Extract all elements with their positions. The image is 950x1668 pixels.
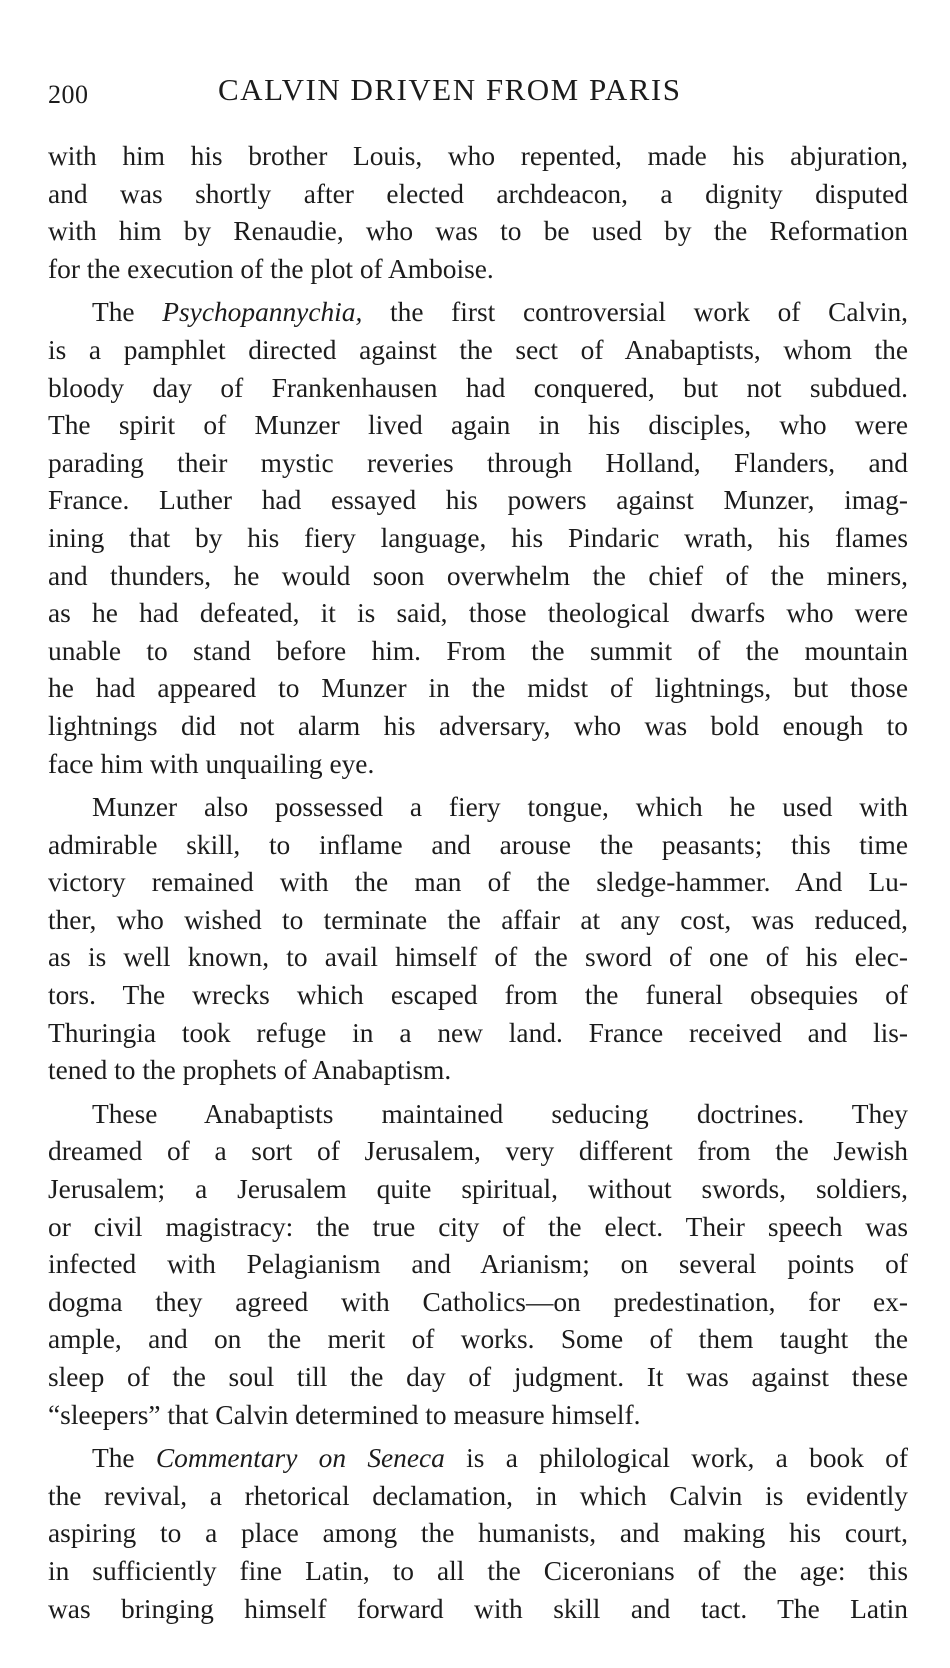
text-line: the revival, a rhetorical declamation, in which Calvin is evidently [48, 1480, 908, 1511]
body-text [48, 138, 908, 1634]
text-line: “sleepers” that Calvin determined to measure himself. [48, 1399, 641, 1430]
text-line: and was shortly after elected archdeacon, a dignity disputed [48, 178, 908, 209]
text-line: tors. The wrecks which escaped from the funeral obsequies of [48, 980, 908, 1011]
text-line: for the execution of the plot of Amboise. [48, 253, 494, 284]
paragraph-1 [48, 138, 908, 288]
text-line: ample, and on the merit of works. Some of them taught the [48, 1324, 908, 1355]
text-line: and thunders, he would soon overwhelm the chief of the miners, [48, 560, 908, 591]
text-line: France. Luther had essayed his powers against Munzer, imag- [48, 485, 908, 516]
text-line: aspiring to a place among the humanists, and making his court, [48, 1518, 908, 1549]
text-line: as he had defeated, it is said, those theological dwarfs who were [48, 598, 908, 629]
text-line [48, 294, 908, 332]
text-line: ther, who wished to terminate the affair at any cost, was reduced, [48, 904, 908, 935]
text-line: in sufficiently fine Latin, to all the Ciceronians of the age: this [48, 1555, 908, 1586]
running-title: CALVIN DRIVEN FROM PARIS [218, 72, 682, 107]
text-run: The [92, 1443, 156, 1474]
text-run: is a philological work, a book of [444, 1443, 908, 1474]
text-line: is a pamphlet directed against the sect of Anabaptists, whom the [48, 334, 908, 365]
text-line: Jerusalem; a Jerusalem quite spiritual, without swords, soldiers, [48, 1174, 908, 1205]
text-line: dogma they agreed with Catholics—on predestination, for ex- [48, 1286, 908, 1317]
text-line: he had appeared to Munzer in the midst of lightnings, but those [48, 673, 908, 704]
text-line: admirable skill, to inflame and arouse the peasants; this time [48, 829, 908, 860]
text-line: with him his brother Louis, who repented, made his abjuration, [48, 141, 908, 171]
text-line: with him by Renaudie, who was to be used by the Reformation [48, 216, 908, 247]
text-line: lightnings did not alarm his adversary, who was bold enough to [48, 710, 908, 741]
text-line: sleep of the soul till the day of judgment. It was against these [48, 1362, 908, 1392]
paragraph-5 [48, 1440, 908, 1628]
text-line: These Anabaptists maintained seducing doctrines. They [92, 1098, 908, 1129]
text-line: as is well known, to avail himself of the sword of one of his elec- [48, 942, 908, 973]
text-line [48, 1440, 908, 1478]
text-run: the first controversial work of Calvin, [362, 297, 908, 328]
text-line: Thuringia took refuge in a new land. France received and lis- [48, 1017, 908, 1048]
italic-title: Psychopannychia, [162, 297, 363, 328]
paragraph-4 [48, 1096, 908, 1434]
italic-title: Commentary on Seneca [155, 1443, 445, 1474]
text-line: tened to the prophets of Anabaptism. [48, 1055, 452, 1086]
text-run: The [92, 297, 163, 328]
text-line: was bringing himself forward with skill and tact. The Latin [48, 1593, 908, 1624]
text-line: unable to stand before him. From the summit of the mountain [48, 635, 908, 666]
text-line: parading their mystic reveries through Holland, Flanders, and [48, 447, 908, 478]
text-line: Munzer also possessed a fiery tongue, which he used with [92, 792, 908, 823]
paragraph-2 [48, 294, 908, 783]
page-number: 200 [48, 80, 89, 109]
text-line: or civil magistracy: the true city of the elect. Their speech was [48, 1211, 908, 1242]
text-line: victory remained with the man of the sledge-hammer. And Lu- [48, 867, 908, 898]
running-head [48, 72, 908, 118]
text-line: The spirit of Munzer lived again in his disciples, who were [48, 410, 908, 441]
text-line: infected with Pelagianism and Arianism; on several points of [48, 1249, 908, 1280]
text-line: face him with unquailing eye. [48, 748, 375, 779]
text-line: bloody day of Frankenhausen had conquered, but not subdued. [48, 372, 908, 403]
paragraph-3 [48, 789, 908, 1090]
text-line: ining that by his fiery language, his Pindaric wrath, his flames [48, 522, 908, 553]
text-line: dreamed of a sort of Jerusalem, very different from the Jewish [48, 1136, 908, 1167]
